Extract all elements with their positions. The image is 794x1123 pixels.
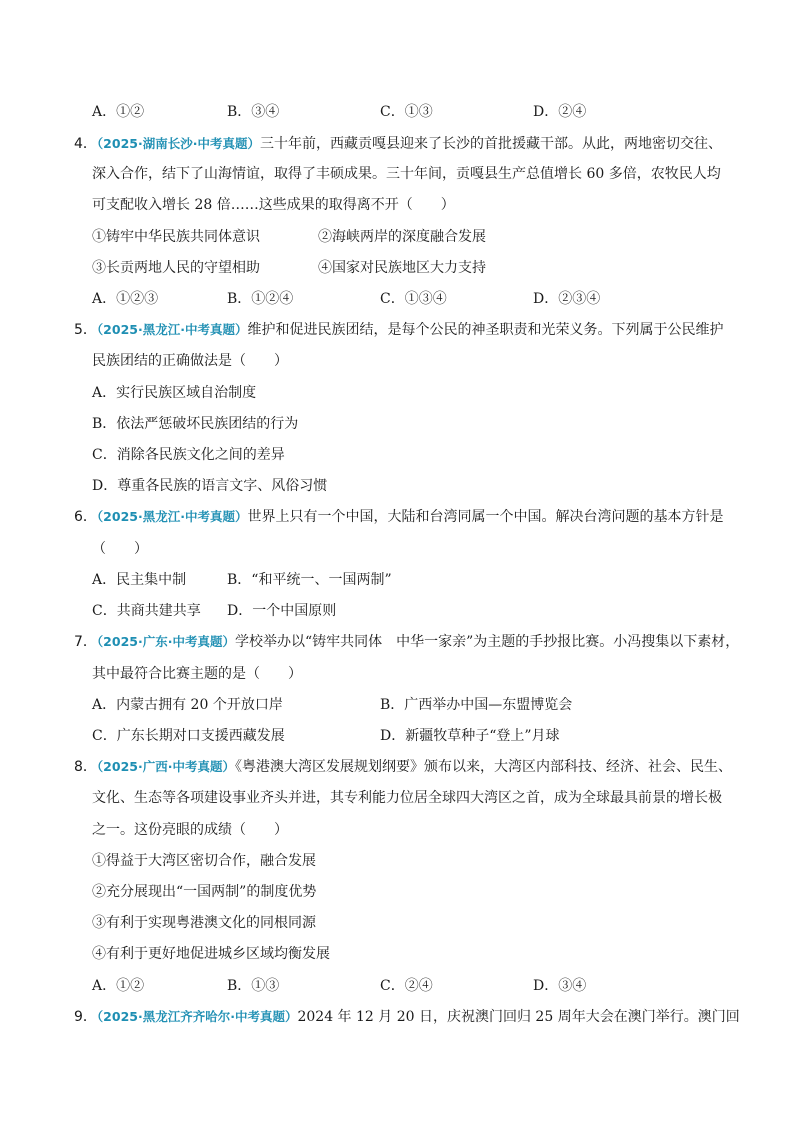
q8-number: 8． (74, 759, 97, 775)
q7-option-b: B．广西举办中国—东盟博览会 (380, 697, 573, 713)
q7-source-tag: （2025·广东·中考真题） (96, 634, 235, 649)
q4-item-1: ①铸牢中华民族共同体意识 (92, 229, 260, 245)
q6-option-c: C．共商共建共享 (92, 603, 201, 619)
q8-option-a: A．①② (92, 978, 145, 994)
q3-option-c: C．①③ (380, 104, 433, 120)
q9-number: 9． (74, 1009, 97, 1025)
q4-option-d: D．②③④ (533, 291, 601, 307)
q5-source-tag: （2025·黑龙江·中考真题） (96, 322, 248, 337)
q6-option-b: B．“和平统一、一国两制” (227, 572, 392, 588)
q4-option-b: B．①②④ (227, 291, 294, 307)
q5-option-a: A．实行民族区域自治制度 (92, 385, 257, 401)
q8-option-d: D．③④ (533, 978, 587, 994)
q4-first-line (74, 134, 722, 154)
q4-stem-line-1: 三十年前，西藏贡嘎县迎来了长沙的首批援藏干部。从此，两地密切交往、 (259, 136, 722, 152)
q9-source-tag: （2025·黑龙江齐齐哈尔·中考真题） (96, 1009, 298, 1024)
q8-item-4: ④有利于更好地促进城乡区域均衡发展 (92, 946, 330, 962)
q3-option-d: D．②④ (533, 104, 587, 120)
q4-number: 4． (74, 136, 97, 152)
q8-stem-line-3: 之一。这份亮眼的成绩（ ） (92, 822, 288, 838)
q7-number: 7． (74, 634, 97, 650)
q6-stem-line-2: （ ） (92, 541, 148, 557)
q8-item-1: ①得益于大湾区密切合作，融合发展 (92, 853, 316, 869)
q4-option-a: A．①②③ (92, 291, 159, 307)
q9-stem-line-1: 2024 年 12 月 20 日，庆祝澳门回归 25 周年大会在澳门举行。澳门回 (297, 1009, 740, 1025)
q6-source-tag: （2025·黑龙江·中考真题） (96, 509, 248, 524)
q8-option-c: C．②④ (380, 978, 433, 994)
q6-first-line (74, 507, 723, 527)
q7-option-a: A．内蒙古拥有 20 个开放口岸 (92, 697, 283, 713)
q5-stem-line-1: 维护和促进民族团结，是每个公民的神圣职责和光荣义务。下列属于公民维护 (247, 322, 724, 338)
q8-option-b: B．①③ (227, 978, 280, 994)
q8-item-3: ③有利于实现粤港澳文化的同根同源 (92, 915, 316, 931)
q8-stem-line-1: 《粤港澳大湾区发展规划纲要》颁布以来，大湾区内部科技、经济、社会、民生、 (234, 759, 732, 775)
q4-option-c: C．①③④ (380, 291, 447, 307)
q6-stem-line-1: 世界上只有一个中国，大陆和台湾同属一个中国。解决台湾问题的基本方针是 (247, 509, 724, 525)
q4-stem-line-2: 深入合作，结下了山海情谊，取得了丰硕成果。三十年间，贡嘎县生产总值增长 60 多倍，农牧民人均 (92, 166, 721, 182)
q5-stem-line-2: 民族团结的正确做法是（ ） (92, 353, 288, 369)
q8-item-2: ②充分展现出“一国两制”的制度优势 (92, 884, 317, 900)
q8-source-tag: （2025·广西·中考真题） (96, 759, 235, 774)
q5-option-c: C．消除各民族文化之间的差异 (92, 447, 285, 463)
q4-item-4: ④国家对民族地区大力支持 (318, 260, 486, 276)
q5-option-b: B．依法严惩破坏民族团结的行为 (92, 416, 299, 432)
q8-first-line (74, 757, 732, 777)
q3-option-b: B．③④ (227, 104, 280, 120)
q9-first-line (74, 1007, 740, 1027)
q7-stem-line-1: 学校举办以“铸牢共同体 中华一家亲”为主题的手抄报比赛。小冯搜集以下素材， (234, 634, 740, 650)
q4-item-3: ③长贡两地人民的守望相助 (92, 260, 260, 276)
q7-option-c: C．广东长期对口支援西藏发展 (92, 728, 285, 744)
q8-stem-line-2: 文化、生态等各项建设事业齐头并进，其专利能力位居全球四大湾区之首，成为全球最具前景的增长极 (92, 790, 722, 806)
q6-option-d: D．一个中国原则 (227, 603, 337, 619)
q4-item-2: ②海峡两岸的深度融合发展 (318, 229, 486, 245)
q5-option-d: D．尊重各民族的语言文字、风俗习惯 (92, 478, 328, 494)
q4-source-tag: （2025·湖南长沙·中考真题） (96, 136, 260, 151)
q5-number: 5． (74, 322, 97, 338)
q4-stem-line-3: 可支配收入增长 28 倍……这些成果的取得离不开（ ） (92, 197, 455, 213)
q6-number: 6． (74, 509, 97, 525)
q3-option-a: A．①② (92, 104, 145, 120)
q6-option-a: A．民主集中制 (92, 572, 187, 588)
q7-first-line (74, 632, 739, 652)
q7-stem-line-2: 其中最符合比赛主题的是（ ） (92, 666, 302, 682)
q5-first-line (74, 320, 723, 340)
q7-option-d: D．新疆牧草种子“登上”月球 (380, 728, 560, 744)
